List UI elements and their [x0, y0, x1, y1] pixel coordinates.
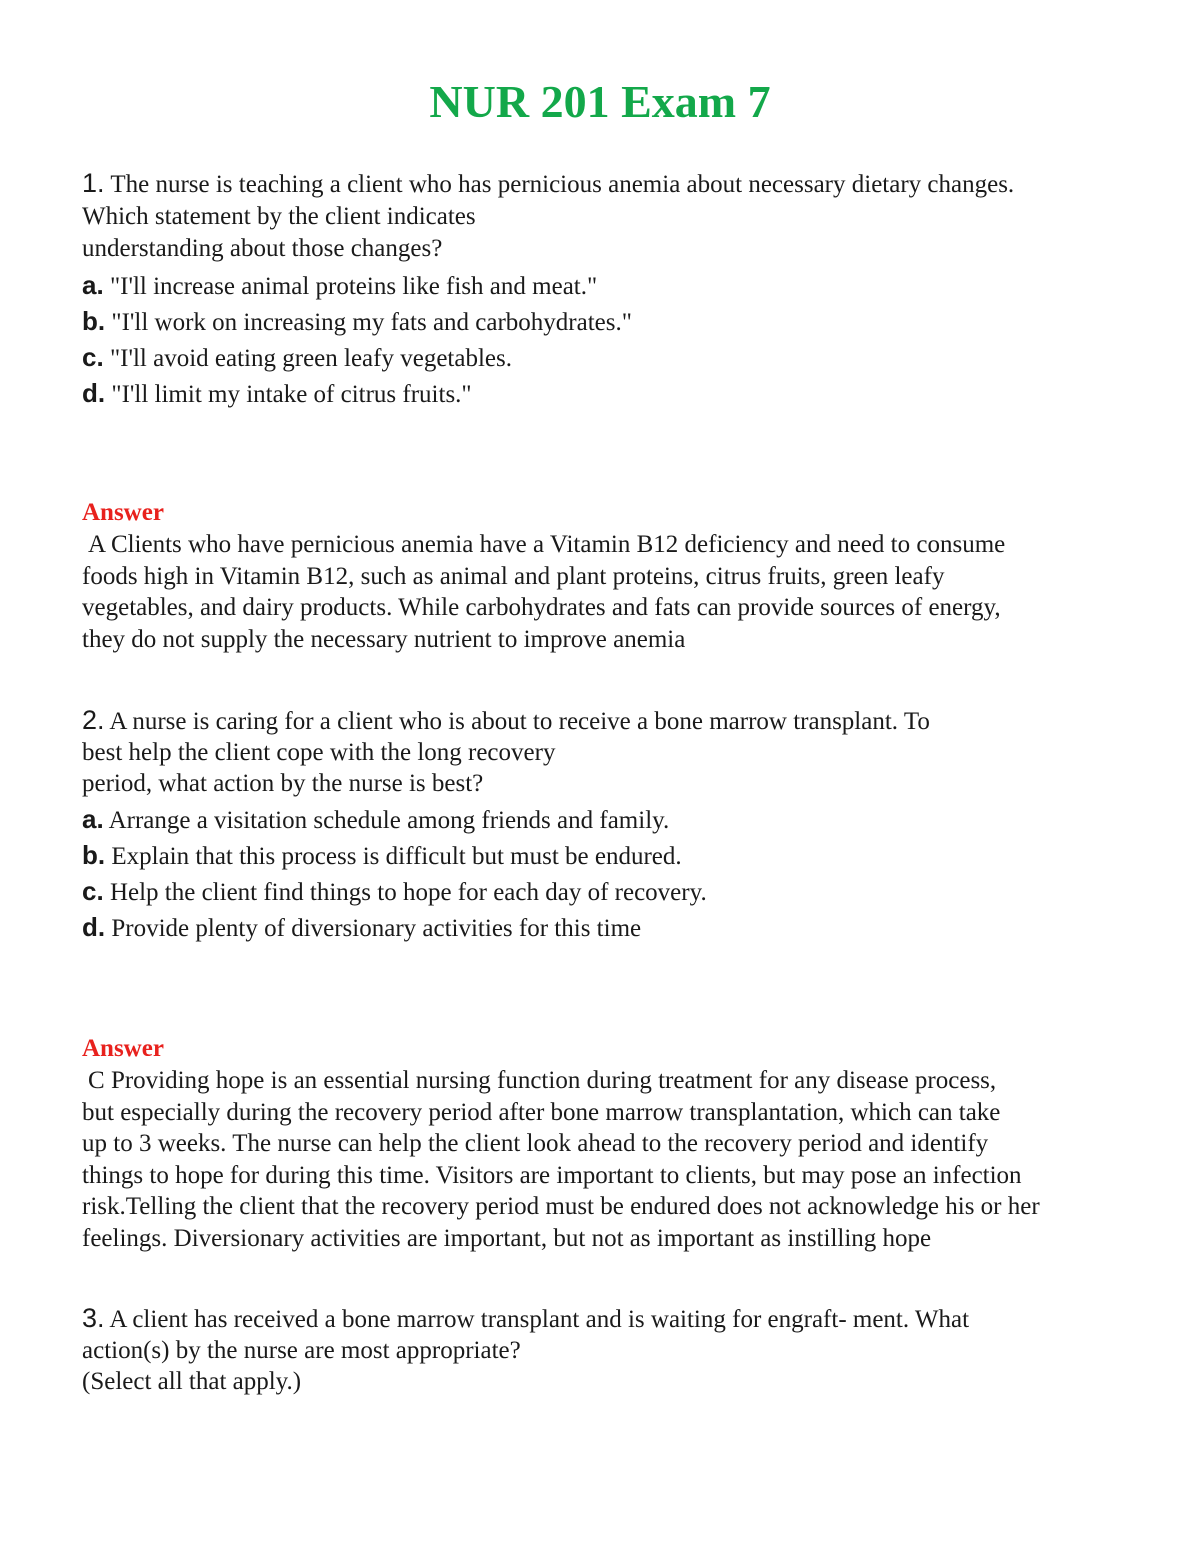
- question-1: [82, 167, 1122, 412]
- answer-2-letter: C: [88, 1067, 105, 1094]
- question-2-option-b: b. Explain that this process is difficult but must be endured.: [82, 840, 682, 870]
- question-2-number: 2.: [82, 705, 105, 735]
- question-1-line-2: Which statement by the client indicates: [82, 203, 476, 230]
- question-1-number: 1.: [82, 168, 105, 198]
- question-3-number: 3.: [82, 1303, 105, 1333]
- question-1-options: [82, 268, 1122, 412]
- answer-2: [82, 1033, 1122, 1254]
- question-2-option-c: c. Help the client find things to hope for each day of recovery.: [82, 876, 707, 906]
- answer-1-letter: A: [88, 531, 105, 558]
- question-1-option-b: b. "I'll work on increasing my fats and carbohydrates.": [82, 306, 632, 336]
- question-3-line-1: 3. A client has received a bone marrow transplant and is waiting for engraft- ment. What: [82, 1303, 970, 1333]
- question-2-options: [82, 802, 1122, 946]
- question-3-line-2: action(s) by the nurse are most appropriate?: [82, 1337, 521, 1364]
- question-1-option-a: a. "I'll increase animal proteins like fish and meat.": [82, 270, 598, 300]
- question-1-option-c: c. "I'll avoid eating green leafy vegetables.: [82, 342, 512, 372]
- answer-1-explanation: A Clients who have pernicious anemia have a Vitamin B12 deficiency and need to consume foods high in Vitamin B12, such as animal and plant proteins, citrus fruits, green leafy vegetables, and dairy products. While carbohydrates and fats can provide sources of energy, they do not supply the necessary nutrient to improve anemia: [82, 531, 1006, 653]
- question-2: [82, 705, 1122, 946]
- answer-1-label: Answer: [82, 499, 164, 526]
- question-2-option-a: a. Arrange a visitation schedule among friends and family.: [82, 804, 670, 834]
- question-1-option-d: d. "I'll limit my intake of citrus fruits.": [82, 378, 472, 408]
- document-title: NUR 201 Exam 7: [429, 76, 771, 127]
- question-2-line-3: period, what action by the nurse is best?: [82, 770, 484, 797]
- answer-2-label: Answer: [82, 1035, 164, 1062]
- question-2-line-1: 2. A nurse is caring for a client who is about to receive a bone marrow transplant. To: [82, 705, 930, 735]
- question-1-line-3: understanding about those changes?: [82, 235, 443, 262]
- answer-2-explanation: C Providing hope is an essential nursing function during treatment for any disease process, but especially during the recovery period after bone marrow transplantation, which can take up to 3 weeks. The nurse can help the client look ahead to the recovery period and identify things to hope for during this time. Visitors are important to clients, but may pose an infection risk.Telling the client that the recovery period must be endured does not acknowledge his or her feelings. Diversionary activities are important, but not as important as instilling hope: [82, 1067, 1040, 1252]
- question-1-line-1: 1. The nurse is teaching a client who has pernicious anemia about necessary dietary changes.: [82, 168, 1015, 198]
- question-2-line-2: best help the client cope with the long recovery: [82, 739, 556, 766]
- question-3-line-3: (Select all that apply.): [82, 1368, 302, 1395]
- question-3: [82, 1303, 1122, 1397]
- question-2-option-d: d. Provide plenty of diversionary activities for this time: [82, 912, 642, 942]
- answer-1: [82, 497, 1122, 655]
